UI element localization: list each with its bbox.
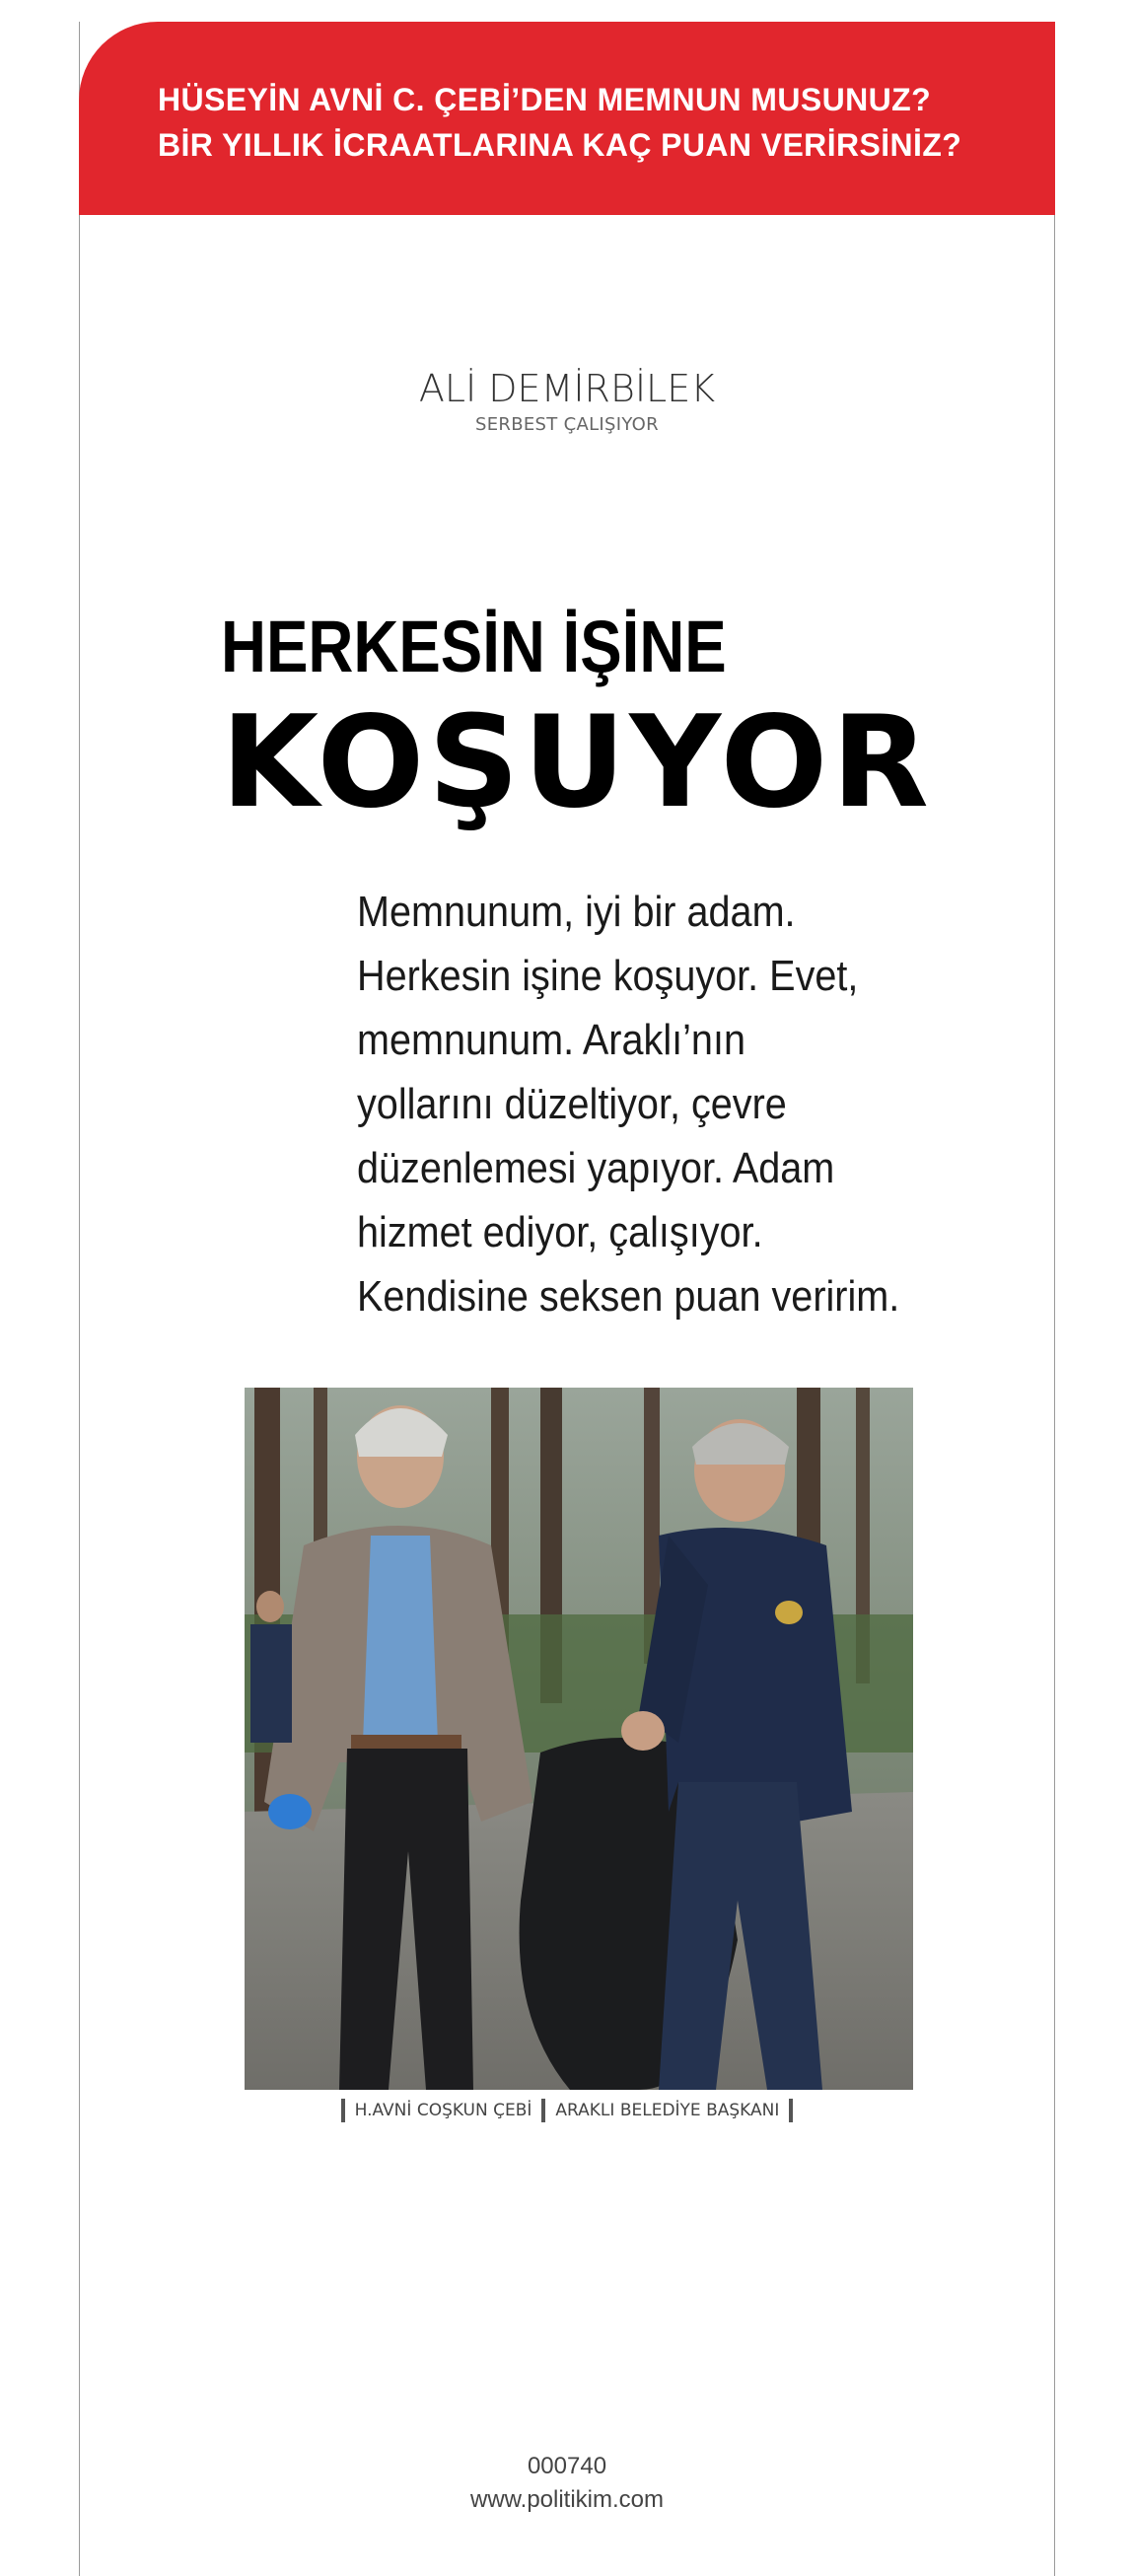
headline-small: HERKESİN İŞİNE [221,606,727,687]
author-role: SERBEST ÇALIŞIYOR [475,414,659,435]
page-code: 000740 [527,2453,607,2479]
caption-person-title: ARAKLI BELEDİYE BAŞKANI [555,2101,780,2120]
quote-line: hizmet ediyor, çalışıyor. [357,1208,763,1256]
caption-divider [789,2099,793,2122]
website-link[interactable]: www.politikim.com [469,2486,665,2513]
author-block [0,367,1134,435]
caption-person-name: H.AVNİ COŞKUN ÇEBİ [354,2101,532,2120]
photo-caption [0,2099,1134,2122]
headline-big: KOŞUYOR [221,689,933,836]
caption-divider [341,2099,345,2122]
quote-line: Memnunum, iyi bir adam. [357,888,796,936]
quote-line: memnunum. Araklı’nın [357,1016,745,1064]
quote-line: düzenlemesi yapıyor. Adam [357,1144,835,1192]
author-name: ALİ DEMİRBİLEK [418,367,716,410]
banner-line-2: BİR YILLIK İCRAATLARINA KAÇ PUAN VERİRSİNİZ? [158,127,962,163]
question-banner [79,22,1055,215]
banner-line-1: HÜSEYİN AVNİ C. ÇEBİ’DEN MEMNUN MUSUNUZ? [158,82,932,117]
quote-line: Kendisine seksen puan veririm. [357,1272,900,1321]
quote-line: Herkesin işine koşuyor. Evet, [357,952,859,1000]
caption-divider [541,2099,545,2122]
quote-text [357,880,949,1328]
news-photo [245,1388,913,2090]
footer [0,2450,1134,2517]
quote-line: yollarını düzeltiyor, çevre [357,1080,787,1128]
